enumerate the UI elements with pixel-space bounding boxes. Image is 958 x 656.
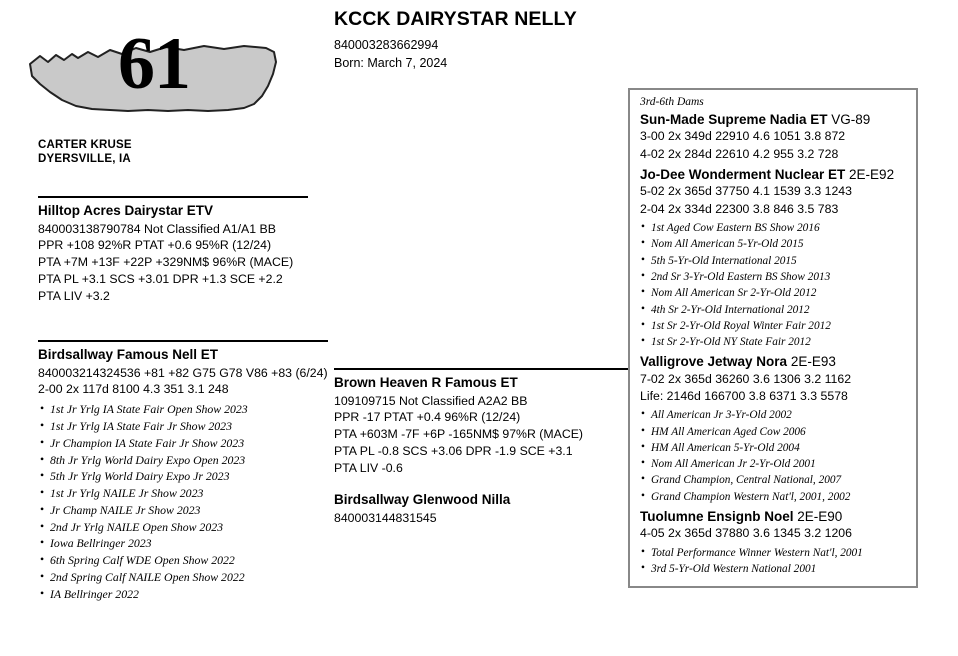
panel-heading: 3rd-6th Dams <box>640 96 704 108</box>
list-item: • 4th Sr 2-Yr-Old International 2012 <box>640 302 906 318</box>
ancestor-dam-name-text: Valligrove Jetway Nora <box>640 354 788 370</box>
maternal-grandsire-line: PTA +603M -7F +6P -165NM$ 97%R (MACE) <box>334 427 583 442</box>
ancestor-dam-name <box>640 112 906 128</box>
dam-name: Birdsallway Famous Nell ET <box>38 347 219 362</box>
ancestor-dam-name <box>640 167 906 183</box>
ancestor-dam-record: Life: 2146d 166700 3.8 6371 3.3 5578 <box>640 388 848 403</box>
maternal-grandsire-block <box>334 368 634 477</box>
list-item: • 5th Jr Yrlg World Dairy Expo Jr 2023 <box>38 468 328 485</box>
list-item: • 2nd Jr Yrlg NAILE Open Show 2023 <box>38 519 328 536</box>
list-item: • 2nd Sr 3-Yr-Old Eastern BS Show 2013 <box>640 269 906 285</box>
list-item: • 3rd 5-Yr-Old Western National 2001 <box>640 561 906 577</box>
list-item: • Nom All American 5-Yr-Old 2015 <box>640 236 906 252</box>
list-item: • Grand Champion, Central National, 2007 <box>640 472 906 488</box>
list-item: • Nom All American Jr 2-Yr-Old 2001 <box>640 456 906 472</box>
divider <box>38 196 308 198</box>
maternal-grandsire-name: Brown Heaven R Famous ET <box>334 375 518 390</box>
list-item: • IA Bellringer 2022 <box>38 586 328 603</box>
list-item: • 8th Jr Yrlg World Dairy Expo Open 2023 <box>38 452 328 469</box>
list-item: • 1st Jr Yrlg IA State Fair Open Show 2023 <box>38 401 328 418</box>
list-item: • 6th Spring Calf WDE Open Show 2022 <box>38 552 328 569</box>
maternal-granddam-block <box>334 492 604 526</box>
dam-line: 2-00 2x 117d 8100 4.3 351 3.1 248 <box>38 382 229 397</box>
list-item: • Iowa Bellringer 2023 <box>38 535 328 552</box>
sire-line: PTA PL +3.1 SCS +3.01 DPR +1.3 SCE +2.2 <box>38 272 283 287</box>
list-item: • Total Performance Winner Western Nat'l, 2001 <box>640 545 906 561</box>
maternal-granddam-name: Birdsallway Glenwood Nilla <box>334 492 511 507</box>
list-item: • 5th 5-Yr-Old International 2015 <box>640 253 906 269</box>
ancestor-dam-entry <box>640 509 906 577</box>
sire-line: 840003138790784 Not Classified A1/A1 BB <box>38 221 276 236</box>
sire-block <box>38 196 308 305</box>
ancestor-dam-name-text: Jo-Dee Wonderment Nuclear ET <box>640 167 846 183</box>
ancestor-dam-name-text: Sun-Made Supreme Nadia ET <box>640 112 828 127</box>
list-item: • 2nd Spring Calf NAILE Open Show 2022 <box>38 569 328 586</box>
birth-date: Born: March 7, 2024 <box>334 56 448 70</box>
list-item: • HM All American Aged Cow 2006 <box>640 424 906 440</box>
ancestor-dam-classification: 2E-E90 <box>793 509 843 524</box>
lot-number: 61 <box>118 23 190 105</box>
list-item: • Nom All American Sr 2-Yr-Old 2012 <box>640 285 906 301</box>
lot-identity <box>18 23 303 140</box>
ancestor-dam-awards-list <box>640 220 906 350</box>
ancestor-dam-record: 3-00 2x 349d 22910 4.6 1051 3.8 872 <box>640 129 846 144</box>
ancestor-dam-record: 2-04 2x 334d 22300 3.8 846 3.5 783 <box>640 201 839 216</box>
ancestor-dam-record: 4-02 2x 284d 22610 4.2 955 3.2 728 <box>640 146 839 161</box>
list-item: • 1st Aged Cow Eastern BS Show 2016 <box>640 220 906 236</box>
ancestor-dams-panel <box>628 88 918 588</box>
ancestor-dam-record: 4-05 2x 365d 37880 3.6 1345 3.2 1206 <box>640 526 852 541</box>
list-item: • 1st Sr 2-Yr-Old Royal Winter Fair 2012 <box>640 318 906 334</box>
consignor <box>38 138 132 166</box>
ancestor-dam-record: 7-02 2x 365d 36260 3.6 1306 3.2 1162 <box>640 371 852 386</box>
registration-id: 840003283662994 <box>334 38 439 52</box>
list-item: • 1st Jr Yrlg NAILE Jr Show 2023 <box>38 485 328 502</box>
sire-line: PTA LIV +3.2 <box>38 289 110 304</box>
list-item: • Grand Champion Western Nat'l, 2001, 2002 <box>640 489 906 505</box>
ancestor-dam-name-text: Tuolumne Ensignb Noel <box>640 509 794 524</box>
consignor-name: CARTER KRUSE <box>38 139 132 151</box>
ancestor-dam-classification: 2E-E93 <box>787 354 836 370</box>
consignor-location: DYERSVILLE, IA <box>38 153 131 166</box>
list-item: • Jr Champ NAILE Jr Show 2023 <box>38 502 328 519</box>
ancestor-dam-name <box>640 354 906 370</box>
ancestor-dam-name <box>640 509 906 525</box>
ancestor-dam-record: 5-02 2x 365d 37750 4.1 1539 3.3 1243 <box>640 184 852 199</box>
maternal-grandsire-line: 109109715 Not Classified A2A2 BB <box>334 393 528 408</box>
page-title: KCCK DAIRYSTAR NELLY <box>334 8 577 30</box>
maternal-granddam-line: 840003144831545 <box>334 510 437 525</box>
ancestor-dam-classification: VG-89 <box>827 112 871 127</box>
list-item: • HM All American 5-Yr-Old 2004 <box>640 440 906 456</box>
ancestor-dam-awards-list <box>640 545 906 578</box>
dam-awards-list <box>38 401 328 602</box>
list-item: • Jr Champion IA State Fair Jr Show 2023 <box>38 435 328 452</box>
maternal-grandsire-line: PPR -17 PTAT +0.4 96%R (12/24) <box>334 410 521 425</box>
sire-name: Hilltop Acres Dairystar ETV <box>38 203 214 218</box>
maternal-grandsire-line: PTA PL -0.8 SCS +3.06 DPR -1.9 SCE +3.1 <box>334 444 573 459</box>
ancestor-dam-entry <box>640 167 906 350</box>
dam-block <box>38 340 328 602</box>
sire-line: PTA +7M +13F +22P +329NM$ 96%R (MACE) <box>38 255 294 270</box>
ancestor-dam-classification: 2E-E92 <box>845 167 895 183</box>
ancestor-dam-entry <box>640 112 906 163</box>
divider <box>334 368 634 370</box>
sire-line: PPR +108 92%R PTAT +0.6 95%R (12/24) <box>38 238 272 253</box>
divider <box>38 340 328 342</box>
list-item: • 1st Jr Yrlg IA State Fair Jr Show 2023 <box>38 418 328 435</box>
animal-header <box>334 8 754 70</box>
list-item: • 1st Sr 2-Yr-Old NY State Fair 2012 <box>640 334 906 350</box>
dam-line: 840003214324536 +81 +82 G75 G78 V86 +83 (6/24) <box>38 365 328 380</box>
maternal-grandsire-line: PTA LIV -0.6 <box>334 461 403 476</box>
list-item: • All American Jr 3-Yr-Old 2002 <box>640 407 906 423</box>
ancestor-dam-entry <box>640 354 906 505</box>
ancestor-dam-awards-list <box>640 407 906 505</box>
